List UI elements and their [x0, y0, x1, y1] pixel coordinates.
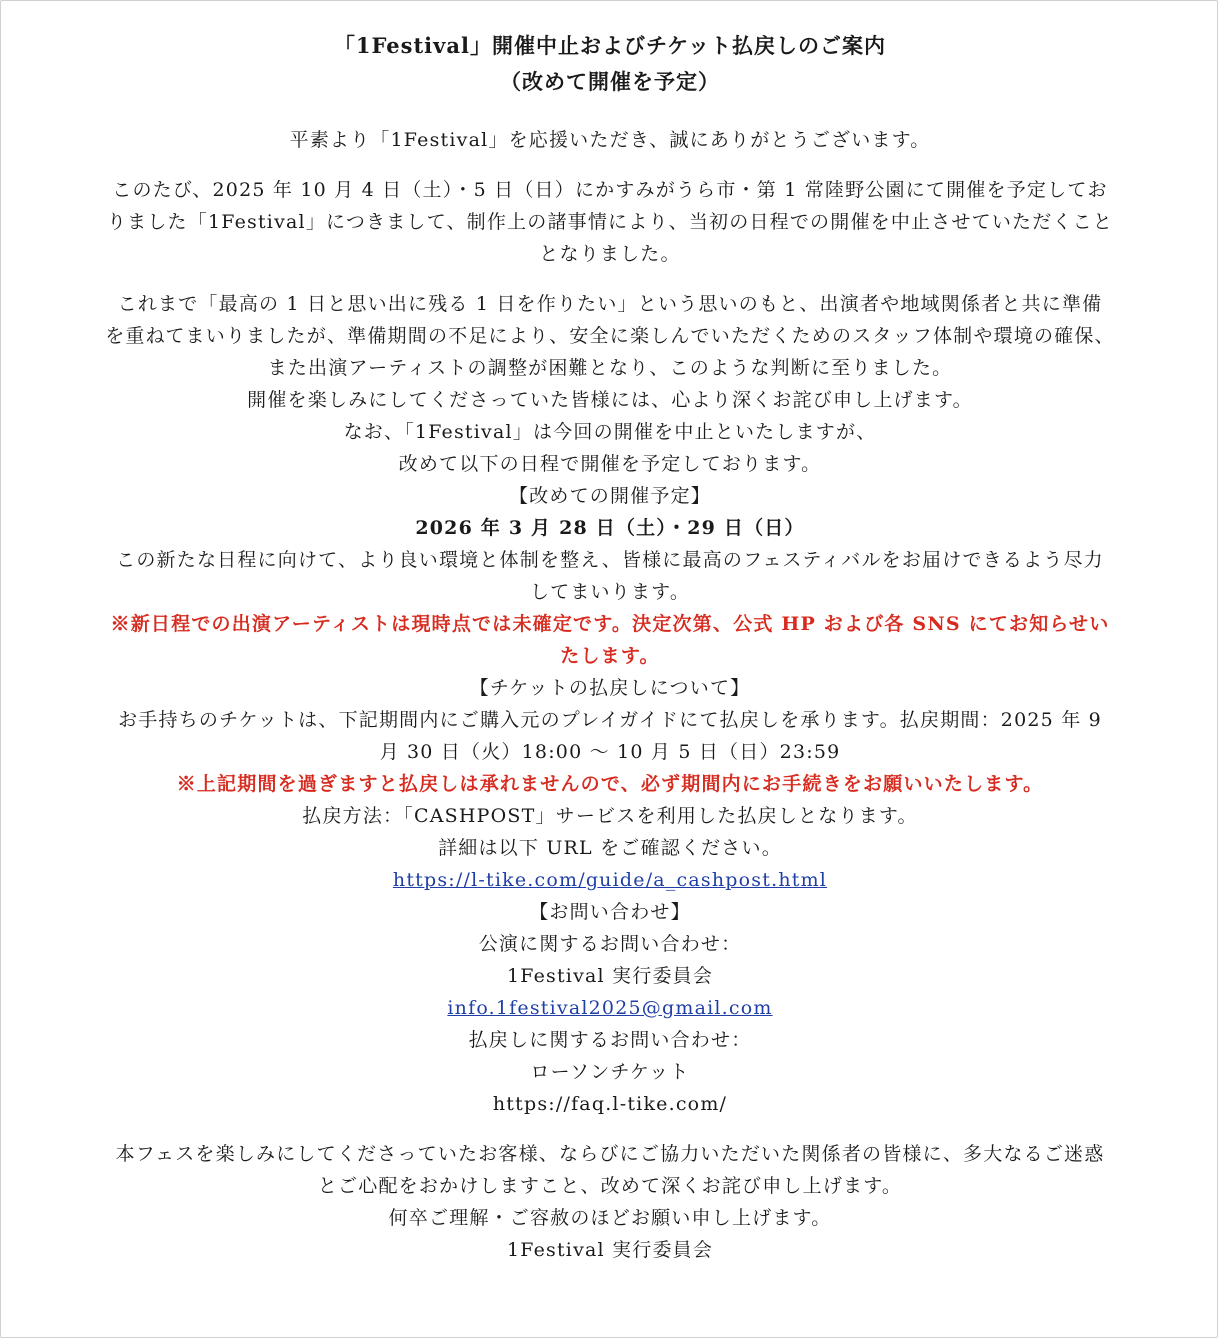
greeting-text: 平素より「1Festival」を応援いただき、誠にありがとうございます。 [289, 129, 931, 151]
paragraph-line: 改めて以下の日程で開催を予定しております。 [398, 453, 822, 475]
notice-document [70, 28, 1150, 1266]
cancellation-paragraph [70, 174, 1150, 270]
paragraph-line: 開催を楽しみにしてくださっていた皆様には、心より深くお詫び申し上げます。 [247, 389, 973, 411]
contact-refund-org: ローソンチケット [530, 1061, 690, 1083]
paragraph-line: を重ねてまいりましたが、準備期間の不足により、安全に楽しんでいただくためのスタッフ体制や環境の確保、 [105, 325, 1115, 347]
refund-url-link[interactable]: https://l-tike.com/guide/a_cashpost.html [392, 869, 828, 891]
signature: 1Festival 実行委員会 [506, 1239, 714, 1261]
paragraph-line: となりました。 [539, 243, 681, 265]
contact-heading: 【お問い合わせ】 [529, 901, 691, 923]
contact-show-label: 公演に関するお問い合わせ： [478, 933, 742, 955]
paragraph-line: なお、「1Festival」は今回の開催を中止といたしますが、 [343, 421, 877, 443]
closing-line: とご心配をおかけしますこと、改めて深くお詫び申し上げます。 [317, 1175, 903, 1197]
refund-text-line: お手持ちのチケットは、下記期間内にご購入元のプレイガイドにて払戻しを承ります。払戻期間：2025 年 9 [118, 709, 1102, 731]
schedule-heading: 【改めての開催予定】 [508, 485, 711, 507]
reason-paragraph [70, 288, 1150, 480]
closing-line: 何卒ご理解・ご容赦のほどお願い申し上げます。 [388, 1207, 832, 1229]
contact-refund-label: 払戻しに関するお問い合わせ： [468, 1029, 752, 1051]
contact-refund-url: https://faq.l-tike.com/ [492, 1093, 728, 1115]
artist-notice: たします。 [560, 645, 660, 667]
notice-title: 「1Festival」開催中止およびチケット払戻しのご案内 [333, 33, 887, 58]
schedule-text-line: してまいります。 [529, 581, 691, 603]
artist-notice: ※新日程での出演アーティストは現時点では未確定です。決定次第、公式 HP および各 SNS にてお知らせい [110, 613, 1110, 635]
notice-subtitle: （改めて開催を予定） [500, 69, 720, 94]
refund-detail: 詳細は以下 URL をご確認ください。 [438, 837, 782, 859]
paragraph-line: また出演アーティストの調整が困難となり、このような判断に至りました。 [267, 357, 953, 379]
contact-email-link[interactable]: info.1festival2025@gmail.com [447, 997, 773, 1019]
schedule-date: 2026 年 3 月 28 日（土）・29 日（日） [415, 517, 805, 539]
closing-line: 本フェスを楽しみにしてくださっていたお客様、ならびにご協力いただいた関係者の皆様に、多大なるご迷惑 [115, 1143, 1105, 1165]
closing-paragraph [70, 1138, 1150, 1234]
refund-heading: 【チケットの払戻しについて】 [469, 677, 751, 699]
refund-text-line: 月 30 日（火）18:00 〜 10 月 5 日（日）23:59 [379, 741, 841, 763]
paragraph-line: これまで「最高の 1 日と思い出に残る 1 日を作りたい」という思いのもと、出演者や地域関係者と共に準備 [117, 293, 1103, 315]
paragraph-line: りました「1Festival」につきまして、制作上の諸事情により、当初の日程での開催を中止させていただくこと [106, 211, 1114, 233]
paragraph-line: このたび、2025 年 10 月 4 日（土）・5 日（日）にかすみがうら市・第 1 常陸野公園にて開催を予定してお [112, 179, 1108, 201]
contact-show-org: 1Festival 実行委員会 [506, 965, 714, 987]
refund-warning: ※上記期間を過ぎますと払戻しは承れませんので、必ず期間内にお手続きをお願いいたします。 [176, 773, 1044, 795]
schedule-text-line: この新たな日程に向けて、より良い環境と体制を整え、皆様に最高のフェスティバルをお届けできるよう尽力 [116, 549, 1104, 571]
refund-method: 払戻方法：「CASHPOST」サービスを利用した払戻しとなります。 [302, 805, 918, 827]
